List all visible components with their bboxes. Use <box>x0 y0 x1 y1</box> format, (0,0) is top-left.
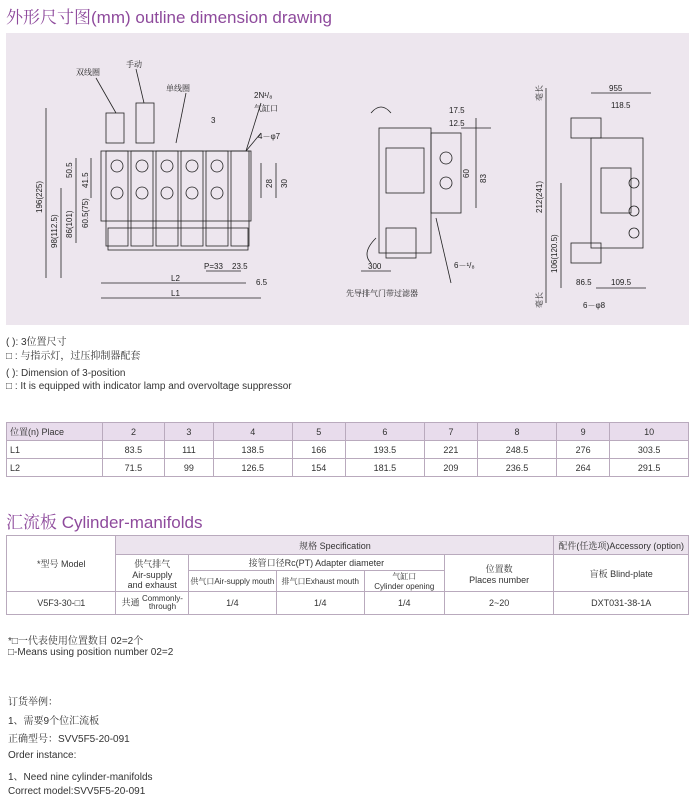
label-118-5: 118.5 <box>611 101 631 110</box>
label-17-5: 17.5 <box>449 106 465 115</box>
position-header: 位置(n) Place <box>7 423 103 441</box>
table-cell: 248.5 <box>478 441 557 459</box>
cylinder-en: Cylinder opening <box>374 582 435 591</box>
places-cell: 2~20 <box>444 592 554 615</box>
air-header-en1: Air-supply <box>132 569 173 580</box>
label-single-coil: 单线圈 <box>166 84 190 93</box>
order-cn-title: 订货举例： <box>8 697 58 708</box>
order-en-title: Order instance: <box>8 750 77 761</box>
table-row <box>7 441 689 459</box>
position-header-row <box>7 423 689 441</box>
legend-line-2: □ : 与指示灯，过压抑制器配套 <box>6 351 141 362</box>
common-en-2: through <box>148 602 177 611</box>
common-cell <box>116 592 188 615</box>
row-label: L2 <box>7 459 103 477</box>
supply-cell: 1/4 <box>188 592 276 615</box>
table-cell: 83.5 <box>103 441 165 459</box>
blind-plate-cell: DXT031-38-1A <box>554 592 689 615</box>
end-view-body <box>591 138 643 248</box>
accessory-header: 配件(任选项)Accessory (option) <box>554 536 689 555</box>
table-cell: 264 <box>556 459 610 477</box>
label-6phi8: 6－φ8 <box>583 301 606 310</box>
exhaust-cell: 1/4 <box>276 592 364 615</box>
label-109-5: 109.5 <box>611 278 632 287</box>
legend-line-4: □ : It is equipped with indicator lamp and overvoltage suppressor <box>6 381 292 392</box>
place-cell: 9 <box>556 423 610 441</box>
label-30: 30 <box>280 179 289 188</box>
table-cell: 154 <box>292 459 346 477</box>
label-60-5: 60.5(75) <box>81 198 90 228</box>
table-cell: 236.5 <box>478 459 557 477</box>
note-en: □-Means using position number 02=2 <box>8 647 174 658</box>
spec-header: 规格 Specification <box>116 536 554 555</box>
label-300: 300 <box>368 262 382 271</box>
order-cn-1: 1、需要9个位汇流板 <box>8 716 100 727</box>
label-12-5: 12.5 <box>449 119 465 128</box>
note-cn: *□一代表使用位置数目 02=2个 <box>8 636 144 647</box>
label-manual: 手动 <box>126 60 142 69</box>
label-l2: L2 <box>171 274 180 283</box>
table-cell: 99 <box>164 459 213 477</box>
table-cell: 221 <box>424 441 478 459</box>
model-header: *型号 Model <box>7 536 116 592</box>
label-3: 3 <box>211 116 216 125</box>
label-60: 60 <box>462 169 471 178</box>
page-title: 外形尺寸图(mm) outline dimension drawing <box>6 8 332 27</box>
label-cylinder-port: 气缸口 <box>254 104 278 113</box>
table-cell: 138.5 <box>213 441 292 459</box>
label-6-5: 6.5 <box>256 278 268 287</box>
drawing-labels <box>35 59 632 310</box>
table-cell: 291.5 <box>610 459 689 477</box>
table-row <box>7 459 689 477</box>
label-86-5: 86.5 <box>576 278 592 287</box>
place-cell: 7 <box>424 423 478 441</box>
label-6-eighth: 6－¹/₈ <box>454 261 475 270</box>
section-title: 汇流板 Cylinder-manifolds <box>6 513 203 532</box>
place-cell: 5 <box>292 423 346 441</box>
dimension-drawing-svg <box>6 33 689 325</box>
cylinder-cn: 气缸口 <box>392 572 417 581</box>
table-cell: 303.5 <box>610 441 689 459</box>
table-cell: 181.5 <box>346 459 425 477</box>
air-header-cn: 供气排气 <box>134 558 171 569</box>
places-header-en: Places number <box>469 574 530 585</box>
label-haochang-top: 毫长 <box>535 85 544 101</box>
table-row <box>7 592 689 615</box>
label-86: 86(101) <box>65 210 74 238</box>
place-cell: 4 <box>213 423 292 441</box>
table-cell: 166 <box>292 441 346 459</box>
manual-top <box>136 103 154 143</box>
label-double-coil: 双线圈 <box>76 68 100 77</box>
table-cell: 111 <box>164 441 213 459</box>
places-header <box>444 555 554 592</box>
place-cell: 8 <box>478 423 557 441</box>
table-cell: 71.5 <box>103 459 165 477</box>
label-haochang-bottom: 毫长 <box>535 292 544 308</box>
table-cell: 209 <box>424 459 478 477</box>
row-label: L1 <box>7 441 103 459</box>
air-header-en2: and exhaust <box>127 579 177 590</box>
table-cell: 276 <box>556 441 610 459</box>
place-cell: 2 <box>103 423 165 441</box>
label-p33: P=33 <box>204 262 223 271</box>
label-41-5: 41.5 <box>81 172 90 188</box>
blind-plate-header: 盲板 Blind-plate <box>554 555 689 592</box>
label-28: 28 <box>265 179 274 188</box>
order-en-2: Correct model:SVV5F5-20-091 <box>8 786 146 797</box>
exhaust-mouth-header: 排气口Exhaust mouth <box>276 571 364 592</box>
common-en-1: Commonly- <box>142 594 183 603</box>
cylinder-cell: 1/4 <box>364 592 444 615</box>
legend-line-1: ( ): 3位置尺寸 <box>6 337 67 348</box>
label-212: 212(241) <box>535 180 544 213</box>
spec-header-row <box>7 536 689 555</box>
place-cell: 3 <box>164 423 213 441</box>
label-98: 98(112.5) <box>50 214 59 248</box>
label-83: 83 <box>479 174 488 183</box>
place-cell: 6 <box>346 423 425 441</box>
air-header <box>116 555 188 592</box>
model-cell: V5F3-30-□1 <box>7 592 116 615</box>
supply-mouth-header: 供气口Air-supply mouth <box>188 571 276 592</box>
label-2n: 2N¹/₈ <box>254 91 273 100</box>
valve-columns <box>106 151 249 246</box>
label-106: 106(120.5) <box>550 234 559 273</box>
label-pilot-exhaust: 先导排气门带过滤器 <box>346 289 418 298</box>
adapter-header: 接管口径Rc(PT) Adapter diameter <box>188 555 444 571</box>
places-header-cn: 位置数 <box>485 563 513 574</box>
place-cell: 10 <box>610 423 689 441</box>
label-955: 955 <box>609 84 623 93</box>
label-4phi7: 4－φ7 <box>258 132 281 141</box>
double-coil-top <box>106 113 124 143</box>
label-l1: L1 <box>171 289 180 298</box>
common-cn: 共通 <box>121 597 140 608</box>
table-cell: 126.5 <box>213 459 292 477</box>
outline-drawing <box>6 33 689 325</box>
cylinder-opening-header <box>364 571 444 592</box>
manifold-table <box>6 535 689 615</box>
legend-line-3: ( ): Dimension of 3-position <box>6 368 126 379</box>
position-table <box>6 422 689 477</box>
table-cell: 193.5 <box>346 441 425 459</box>
common-en <box>142 595 183 611</box>
order-cn-2: 正确型号：SVV5F5-20-091 <box>8 734 130 745</box>
manifold-body <box>101 151 251 221</box>
side-view-body <box>379 128 431 253</box>
label-23-5: 23.5 <box>232 262 248 271</box>
label-196: 196(225) <box>35 180 44 213</box>
order-en-1: 1、Need nine cylinder-manifolds <box>8 772 153 783</box>
label-50-5: 50.5 <box>65 162 74 178</box>
